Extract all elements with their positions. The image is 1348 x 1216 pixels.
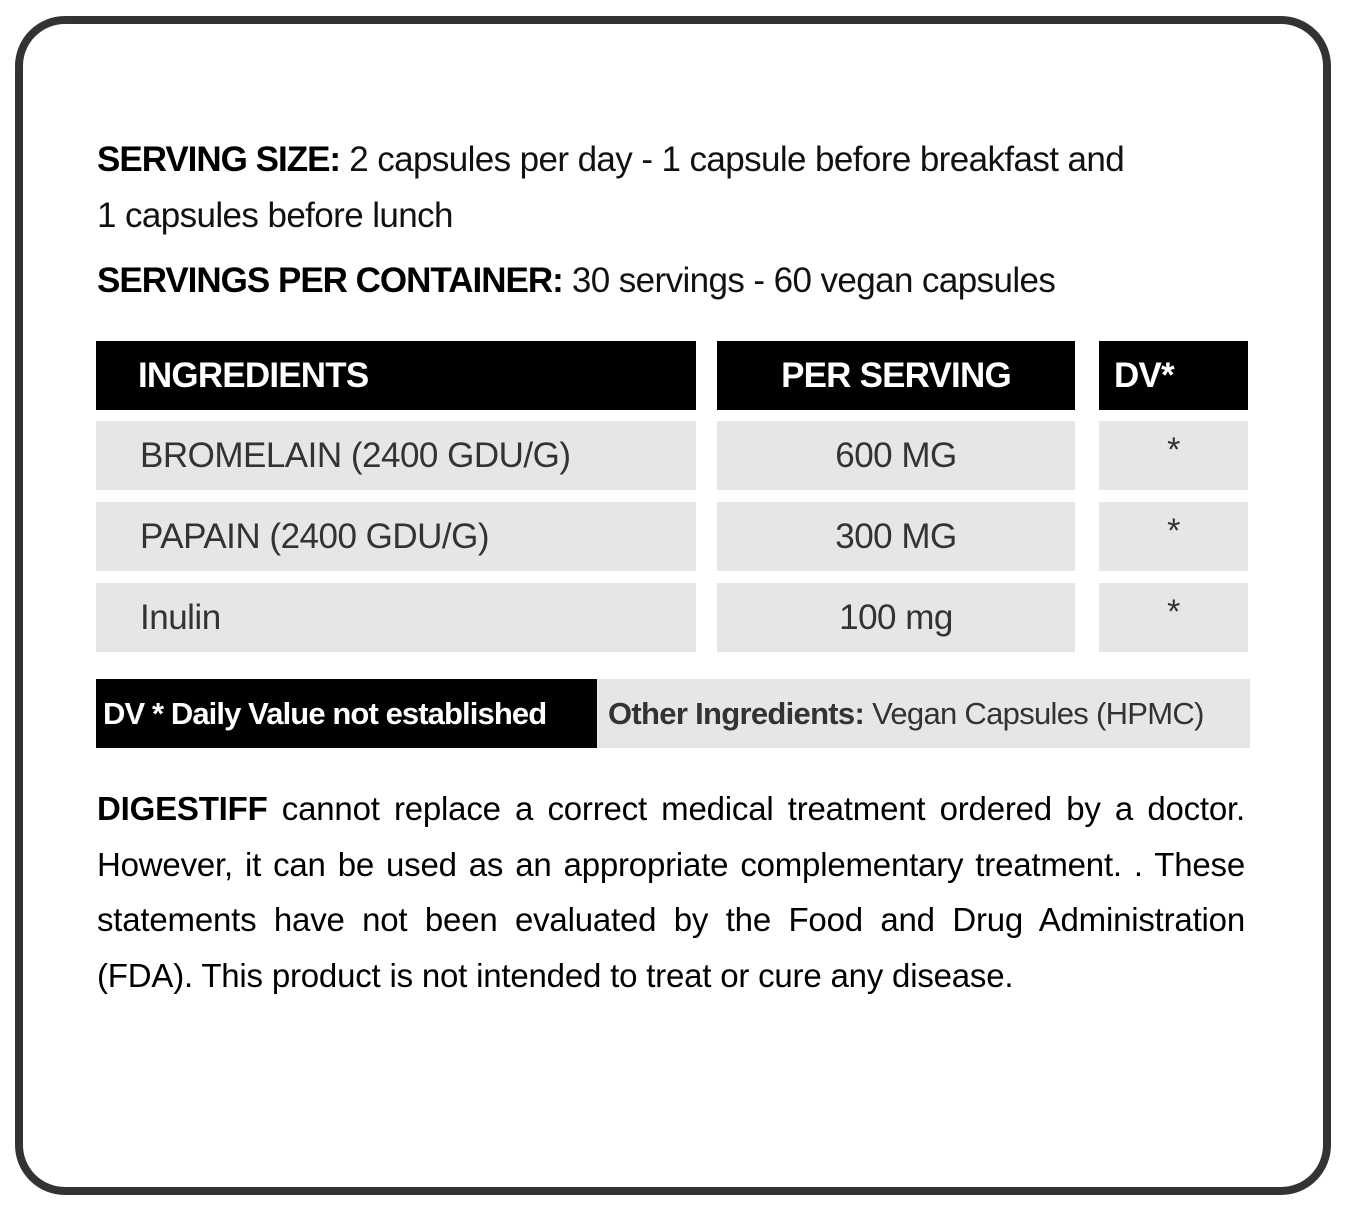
table-row-ingredient: PAPAIN (2400 GDU/G): [96, 502, 696, 571]
dv-value: *: [1167, 593, 1180, 631]
header-per-serving: PER SERVING: [717, 341, 1075, 410]
other-ingredients-label: Other Ingredients:: [608, 695, 865, 731]
table-row-ingredient: BROMELAIN (2400 GDU/G): [96, 421, 696, 490]
other-ingredients: [597, 679, 1250, 748]
table-row-per-serving: 300 MG: [717, 502, 1075, 571]
servings-per-container-label: SERVINGS PER CONTAINER:: [97, 261, 563, 300]
brand-name: DIGESTIFF: [97, 790, 268, 827]
servings-per-container-value: 30 servings - 60 vegan capsules: [562, 261, 1056, 300]
servings-per-container-line: [97, 261, 1055, 301]
footer-bar: [96, 679, 1250, 748]
serving-size-value: 2 capsules per day - 1 capsule before breakfast and: [340, 140, 1125, 179]
table-row-dv: [1099, 502, 1248, 571]
table-row-dv: [1099, 583, 1248, 652]
disclaimer-paragraph: [97, 781, 1245, 1003]
header-dv: DV*: [1099, 341, 1248, 410]
table-row-ingredient: Inulin: [96, 583, 696, 652]
table-row-per-serving: 600 MG: [717, 421, 1075, 490]
disclaimer-text: cannot replace a correct medical treatment ordered by a doctor. However, it can be used as an appropriate complementary treatment. . These statements have not been evaluated by the Food and Drug Administration (FDA). This product is not intended to treat or cure any disease.: [97, 790, 1245, 994]
dv-note: DV * Daily Value not established: [96, 679, 597, 748]
serving-size-line-2: 1 capsules before lunch: [97, 196, 453, 235]
table-row-dv: [1099, 421, 1248, 490]
other-ingredients-value: Vegan Capsules (HPMC): [872, 695, 1204, 731]
dv-value: *: [1167, 512, 1180, 550]
serving-size-label: SERVING SIZE:: [97, 140, 341, 179]
header-ingredients: INGREDIENTS: [96, 341, 696, 410]
table-row-per-serving: 100 mg: [717, 583, 1075, 652]
dv-value: *: [1167, 431, 1180, 469]
serving-size-line-1: [97, 140, 1124, 180]
